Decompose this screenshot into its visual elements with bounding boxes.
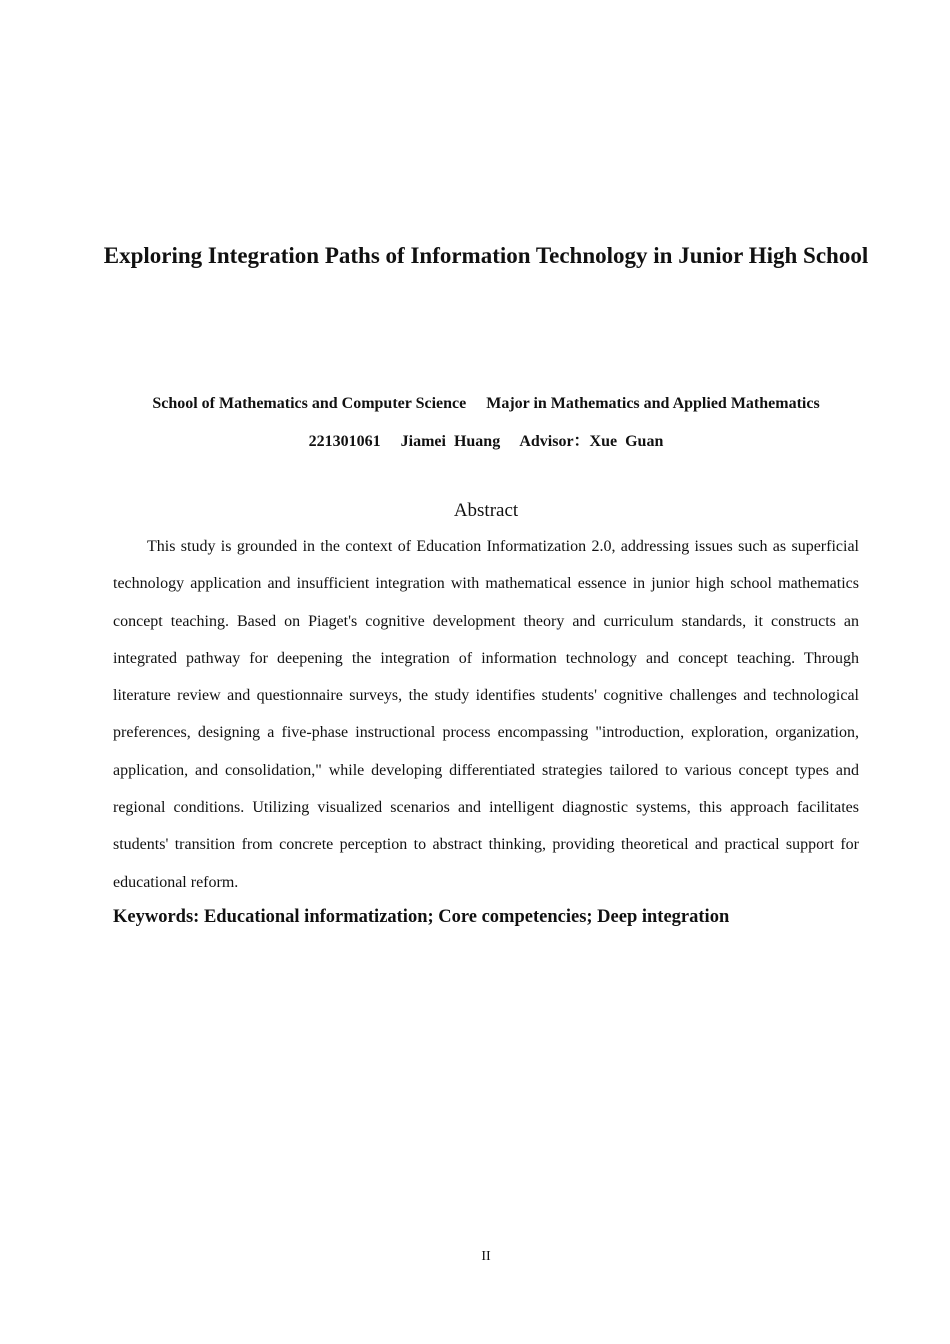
abstract-body: This study is grounded in the context of Education Informatization 2.0, addressing issues such as superficial technology application and insufficient integration with mathematical essence in junior high school mathematics concept teaching. Based on Piaget's cognitive development theory and curriculum standards, it constructs an integrated pathway for deepening the integration of information technology and concept teaching. Through literature review and questionnaire surveys, the study identifies students' cognitive challenges and technological preferences, designing a five-phase instructional process encompassing "introduction, exploration, organization, application, and consolidation," while developing differentiated strategies tailored to various concept types and regional conditions. Utilizing visualized scenarios and intelligent diagnostic systems, this approach facilitates students' transition from concrete perception to abstract thinking, providing theoretical and practical support for educational reform. <box>113 538 859 891</box>
page-title: Exploring Integration Paths of Information Technology in Junior High School <box>103 243 869 268</box>
abstract-heading: Abstract <box>453 500 519 521</box>
keywords: Keywords: Educational informatization; Core competencies; Deep integration <box>113 907 730 927</box>
author-info: 221301061 Jiamei Huang Advisor：Xue Guan <box>308 433 664 450</box>
author-affiliation: School of Mathematics and Computer Science Major in Mathematics and Applied Mathematics <box>152 395 820 412</box>
page-number: II <box>481 1249 491 1264</box>
